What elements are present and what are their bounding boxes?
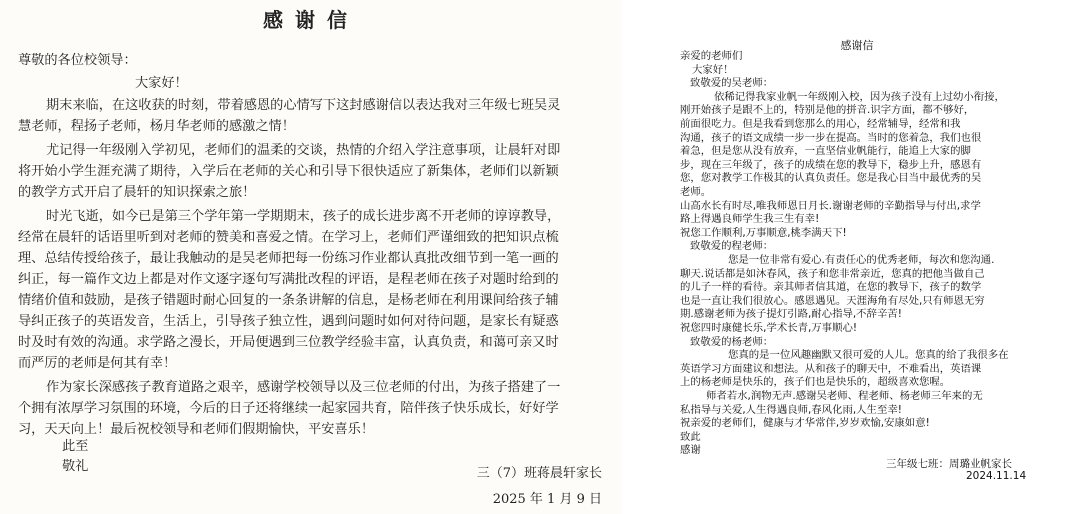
left-body-line: 期末来临，在这收获的时刻，带着感恩的心情写下这封感谢信以表达我对三年级七班吴灵 bbox=[46, 98, 561, 113]
page-divider bbox=[622, 0, 634, 514]
left-body-line: 理、总结传授给孩子，最让我触动的是吴老师把每一份练习作业都认真批改细节到一笔一画的 bbox=[18, 251, 559, 266]
right-body-line: 上的杨老师是快乐的，孩子们也是快乐的，超级喜欢您喔。 bbox=[680, 376, 951, 389]
right-body-line: 私指导与关爱,人生得遇良师,春风化雨,人生至幸! bbox=[680, 403, 902, 416]
right-body-line: 您，您对教学工作极其的认真负责任。您是我心目当中最优秀的吴 bbox=[680, 172, 982, 185]
right-body-line: 祝您工作顺利,万事顺意,桃李满天下! bbox=[680, 226, 847, 239]
right-date: 2024.11.14 bbox=[966, 470, 1027, 482]
right-body-line: 沟通，孩子的语文成绩一步一步在提高。当时的您着急，我们也很 bbox=[680, 131, 982, 144]
left-body-line: 时光飞逝，如今已是第三个学年第一学期期末，孩子的成长进步离不开老师的谆谆教导， bbox=[46, 209, 561, 224]
left-body-line: 的教学方式开启了晨轩的知识探索之旅！ bbox=[18, 185, 256, 200]
right-signature: 三年级七班：周璐业帆家长 bbox=[886, 458, 1012, 470]
right-body-line: 前面很吃力。但是我看到您那么的用心，经常辅导，经常和我 bbox=[680, 118, 961, 130]
right-letter-title: 感谢信 bbox=[840, 39, 874, 52]
left-body-line: 作为家长深感孩子教育道路之艰辛，感谢学校领导以及三位老师的付出，为孩子搭建了一 bbox=[46, 380, 561, 395]
left-greeting: 大家好！ bbox=[135, 76, 188, 91]
right-body-line: 大家好！ bbox=[692, 63, 734, 76]
left-body-line: 纠正，每一篇作文边上都是对作文逐字逐句写满批改程的评语，是程老师在孩子对题时给到的 bbox=[18, 272, 559, 287]
left-date: 2025 年 1 月 9 日 bbox=[492, 492, 602, 507]
right-body-line: 着急，但是您从没有放弃，一直坚信业帆能行，能追上大家的脚 bbox=[680, 145, 971, 158]
left-body-line: 导纠正孩子的英语发音，生活上，引导孩子独立性，遇到问题时如何对待问题，是家长有疑惑 bbox=[18, 314, 559, 329]
right-body-line: 英语学习方面建议和想法。从和孩子的聊天中，不难看出，英语课 bbox=[680, 362, 982, 375]
right-body-line: 也是一直让我们很放心。感恩遇见。天涯海角有尽处,只有师恩无穷 bbox=[680, 294, 985, 307]
right-body-line: 致敬爱的程老师： bbox=[690, 240, 774, 253]
right-body-line: 依稀记得我家业帆一年级刚入校，因为孩子没有上过幼小衔接， bbox=[714, 90, 1005, 103]
right-body-line: 路上得遇良师学生我三生有幸! bbox=[680, 213, 820, 226]
right-body-line: 老师。 bbox=[680, 186, 712, 198]
right-body-line: 步，现在三年级了，孩子的成绩在您的教导下，稳步上升，感恩有 bbox=[680, 158, 982, 171]
right-body-line: 刚开始孩子是跟不上的，特别是他的拼音.识字方面，都不够好， bbox=[680, 104, 975, 117]
right-body-line: 的儿子一样的看待。亲其师者信其道，在您的教导下，孩子的数学 bbox=[680, 281, 982, 294]
right-body-line: 致敬爱的吴老师： bbox=[690, 77, 774, 90]
left-body-line: 慧老师，程扬子老师，杨月华老师的感激之情！ bbox=[18, 119, 295, 134]
right-body-line: 致敬爱的杨老师： bbox=[690, 335, 774, 348]
right-body-line: 感谢 bbox=[680, 444, 701, 457]
left-signature: 三（7）班蒋晨轩家长 bbox=[476, 466, 602, 481]
left-letter-title: 感谢信 bbox=[263, 8, 359, 32]
right-body-line: 您真的是一位风趣幽默又很可爱的人儿。您真的给了我很多在 bbox=[728, 349, 1009, 362]
left-closing-2: 敬礼 bbox=[62, 459, 89, 474]
right-body-line: 师者若水,润物无声.感谢吴老师、程老师、杨老师三年来的无 bbox=[706, 390, 983, 402]
left-body-line: 尤记得一年级刚入学初见，老师们的温柔的交谈，热情的介绍入学注意事项，让晨轩对即 bbox=[46, 143, 561, 158]
right-body-line: 您是一位非常有爱心.有责任心的优秀老师，每次和您沟通. bbox=[728, 254, 995, 266]
left-body-line: 情绪价值和鼓励，是孩子错题时耐心回复的一条条讲解的信息，是杨老师在利用课间给孩子辅 bbox=[18, 293, 559, 308]
right-body-line: 亲爱的老师们 bbox=[680, 50, 743, 62]
left-body-line: 而严厉的老师是何其有幸！ bbox=[18, 356, 177, 371]
right-body-line: 山高水长有时尽,唯我师恩日月长.谢谢老师的辛勤指导与付出,求学 bbox=[680, 199, 981, 212]
right-body-line: 祝亲爱的老师们，健康与才华常伴,岁岁欢愉,安康如意! bbox=[680, 417, 930, 430]
right-letter bbox=[634, 0, 1080, 514]
left-body-line: 个拥有浓厚学习氛围的环境，今后的日子还将继续一起家园共育，陪伴孩子快乐成长，好好学 bbox=[18, 401, 559, 416]
right-body-line: 期.感谢老师为孩子提灯引路,耐心指导,不辞辛苦! bbox=[680, 308, 902, 321]
left-body-line: 将开始小学生涯充满了期待，入学后在老师的关心和引导下很快适应了新集体，老师们以新颖 bbox=[18, 164, 559, 179]
right-body-line: 致此 bbox=[680, 430, 701, 443]
left-body-line: 经常在晨轩的话语里听到对老师的赞美和喜爱之情。在学习上，老师们严谨细致的把知识点梳 bbox=[18, 230, 559, 245]
left-salutation: 尊敬的各位校领导： bbox=[18, 53, 137, 68]
right-body-line: 聊天.说话都是如沐春风，孩子和您非常亲近，您真的把他当做自己 bbox=[680, 267, 985, 280]
right-body-line: 祝您四时康健长乐,学术长青,万事顺心! bbox=[680, 322, 858, 334]
left-body-line: 习，天天向上！最后祝校领导和老师们假期愉快，平安喜乐！ bbox=[18, 422, 375, 437]
left-closing-1: 此至 bbox=[62, 439, 89, 454]
left-body-line: 时及时有效的沟通。求学路之漫长，开局便遇到三位教学经验丰富，认真负责，和蔼可亲又时 bbox=[18, 335, 559, 350]
